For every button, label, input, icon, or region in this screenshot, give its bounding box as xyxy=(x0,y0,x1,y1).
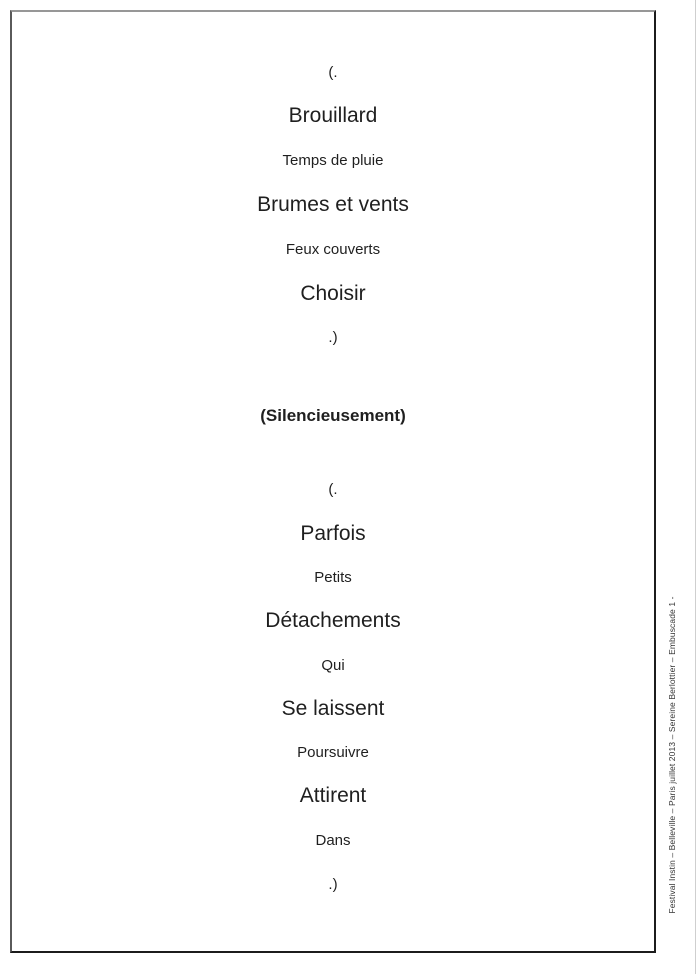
poem-line-brumes-et-vents: Brumes et vents xyxy=(257,193,409,217)
poem-line-open-paren: (. xyxy=(328,63,338,81)
poem-line-temps-de-pluie: Temps de pluie xyxy=(282,152,384,170)
poem-line-choisir: Choisir xyxy=(300,281,366,305)
poem-line-poursuivre: Poursuivre xyxy=(297,744,369,762)
poem-line-petits: Petits xyxy=(314,568,352,586)
poem-stanza-2 xyxy=(12,468,654,906)
document-page xyxy=(10,10,656,953)
poem-line-qui: Qui xyxy=(321,656,345,674)
poem-line-brouillard: Brouillard xyxy=(288,104,378,128)
poem-line-close-paren: .) xyxy=(328,875,338,893)
poem-line-detachements: Détachements xyxy=(265,609,401,633)
poem-line-close-paren: .) xyxy=(328,329,338,347)
poem-line-parfois: Parfois xyxy=(300,521,366,545)
poem-line-attirent: Attirent xyxy=(299,784,367,808)
poem-line-feux-couverts: Feux couverts xyxy=(285,240,381,258)
page-edge-line xyxy=(695,0,696,974)
poem-stanza-1 xyxy=(12,50,654,360)
vertical-caption: Festival Instin – Belleville – Paris juillet 2013 – Sereine Berlottier – Embuscade 1 - xyxy=(667,596,677,914)
poem-line-se-laissent: Se laissent xyxy=(281,696,385,720)
poem-line-dans: Dans xyxy=(315,831,351,849)
poem-interlude-silencieusement: (Silencieusement) xyxy=(260,406,406,425)
poem-line-open-paren: (. xyxy=(328,481,338,499)
